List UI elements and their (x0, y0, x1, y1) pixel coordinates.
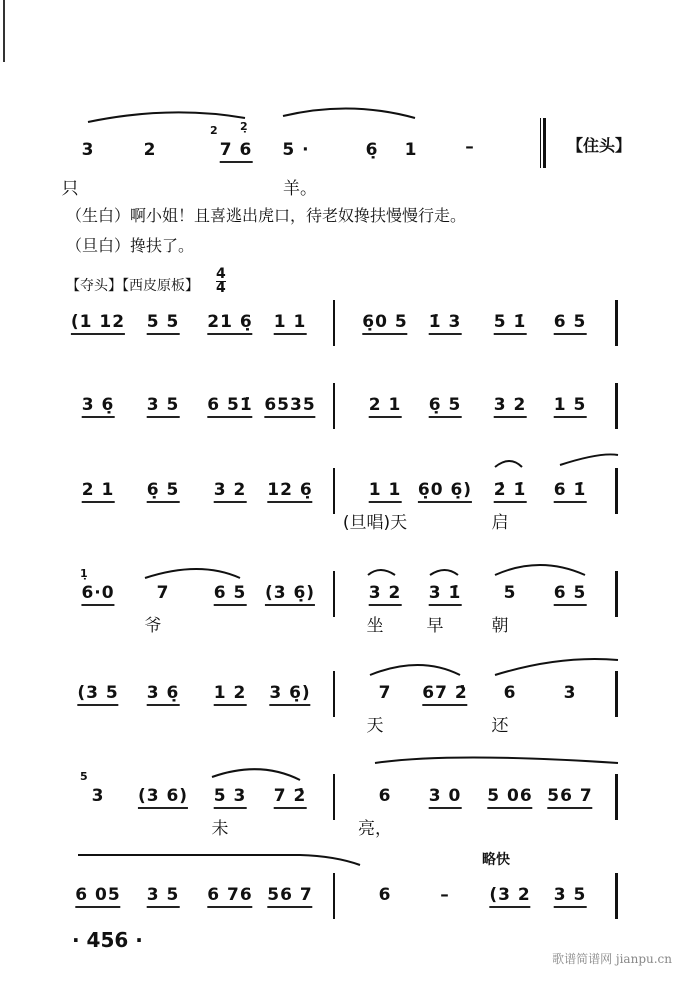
grace-note: 2 (210, 124, 218, 137)
lyric: 还 (491, 716, 509, 736)
note: 3 (81, 140, 95, 160)
note-group: 3 5 (554, 885, 587, 908)
note-group: 6̣ 5 (147, 480, 180, 503)
note-group: 3 6̣ (147, 683, 180, 706)
note-group: 3 1̇ (429, 583, 462, 606)
note-group: (1 12 (71, 312, 125, 335)
note-group: 6̣ 5 (429, 395, 462, 418)
note-group: 6 (503, 683, 517, 703)
note-group: 6 51̇ (207, 395, 252, 418)
note-group: 6 1̇ (554, 480, 587, 503)
note-group: 5 (503, 583, 517, 603)
note-group: – (440, 885, 450, 905)
note-group: 6 5 (554, 583, 587, 606)
note-group: 6 05 (75, 885, 120, 908)
note-group: 56 7 (267, 885, 312, 908)
note-group: 1 1 (274, 312, 307, 335)
note-group: 6̣0 5 (362, 312, 407, 335)
note-group: 1 5 (554, 395, 587, 418)
note-group: 3 6̣ (82, 395, 115, 418)
note-group: 6 (378, 786, 392, 806)
note-group: 5 3 (214, 786, 247, 809)
grace-note: 1̣ (80, 567, 88, 580)
note: 2 (143, 140, 157, 160)
time-signature-bottom: 4 (216, 280, 226, 296)
note-group: 2̇ 1̇ (494, 480, 527, 503)
tempo-marking: 略快 (482, 852, 510, 868)
lyric: 羊。 (283, 179, 317, 199)
note-group: 6535 (264, 395, 315, 418)
note-group: 7 (156, 583, 170, 603)
note: 1 (404, 140, 418, 160)
lyric: 只 (61, 179, 79, 199)
lyric: 未 (211, 819, 229, 839)
note-group: 6 5 (554, 312, 587, 335)
lyric: 朝 (491, 616, 509, 636)
note-group: (3 5 (77, 683, 118, 706)
note-group: 1̇ 3 (429, 312, 462, 335)
note: 7 6 (220, 140, 253, 163)
note-group: 3 2 (494, 395, 527, 418)
note-group: 3 5 (147, 395, 180, 418)
note-group: 1 2 (214, 683, 247, 706)
note-group: 3 5 (147, 885, 180, 908)
note: 5 · (282, 140, 310, 160)
lyric: 爷 (144, 616, 162, 636)
lyric: (旦唱)天 (342, 513, 408, 533)
note-group: 56 7 (547, 786, 592, 809)
note-group: 12 6̣ (267, 480, 312, 503)
note-group: 3 2 (369, 583, 402, 606)
note-group: 21 6̣ (207, 312, 252, 335)
note-group: 2 1 (82, 480, 115, 503)
note-group: 3 0 (429, 786, 462, 809)
note-group: 3 (91, 786, 105, 806)
note-group: 6 5 (214, 583, 247, 606)
lyric: 坐 (366, 616, 384, 636)
dialogue-line: （旦白）搀扶了。 (66, 236, 195, 255)
page-number: · 456 · (72, 928, 143, 952)
grace-note: 2̣ (240, 120, 248, 133)
dialogue-line: （生白）啊小姐！且喜逃出虎口，待老奴搀扶慢慢行走。 (66, 206, 467, 225)
watermark: 歌谱简谱网 jianpu.cn (552, 952, 672, 966)
note-group: 2 1 (369, 395, 402, 418)
time-signature-top: 4 (216, 266, 226, 282)
lyric: 亮， (358, 819, 392, 839)
note-group: 6 76 (207, 885, 252, 908)
lyric: 天 (366, 716, 384, 736)
note-group: 3 (563, 683, 577, 703)
percussion-marker: 【住头】 (567, 136, 632, 155)
note-group: 7 (378, 683, 392, 703)
note: 6̣ (365, 140, 379, 160)
note-group: 3 6̣) (269, 683, 310, 706)
lyric: 早 (426, 616, 444, 636)
note-group: (3 6) (138, 786, 188, 809)
lyric: 启 (491, 513, 509, 533)
note-group: (3 2 (489, 885, 530, 908)
note-group: 5 06 (487, 786, 532, 809)
note-group: 1 1 (369, 480, 402, 503)
grace-note: 5 (80, 770, 88, 783)
note: – (465, 137, 475, 157)
note-group: 6·0 (81, 583, 114, 606)
note-group: 67 2̇ (422, 683, 467, 706)
section-heading: 【夺头】【西皮原板】 (66, 278, 199, 294)
note-group: 5 1̇ (494, 312, 527, 335)
note-group: 6 (378, 885, 392, 905)
note-group: 3 2 (214, 480, 247, 503)
note-group: 7 2̇ (274, 786, 307, 809)
note-group: 6̣0 6̣) (418, 480, 472, 503)
note-group: (3 6̣) (265, 583, 315, 606)
note-group: 5 5 (147, 312, 180, 335)
